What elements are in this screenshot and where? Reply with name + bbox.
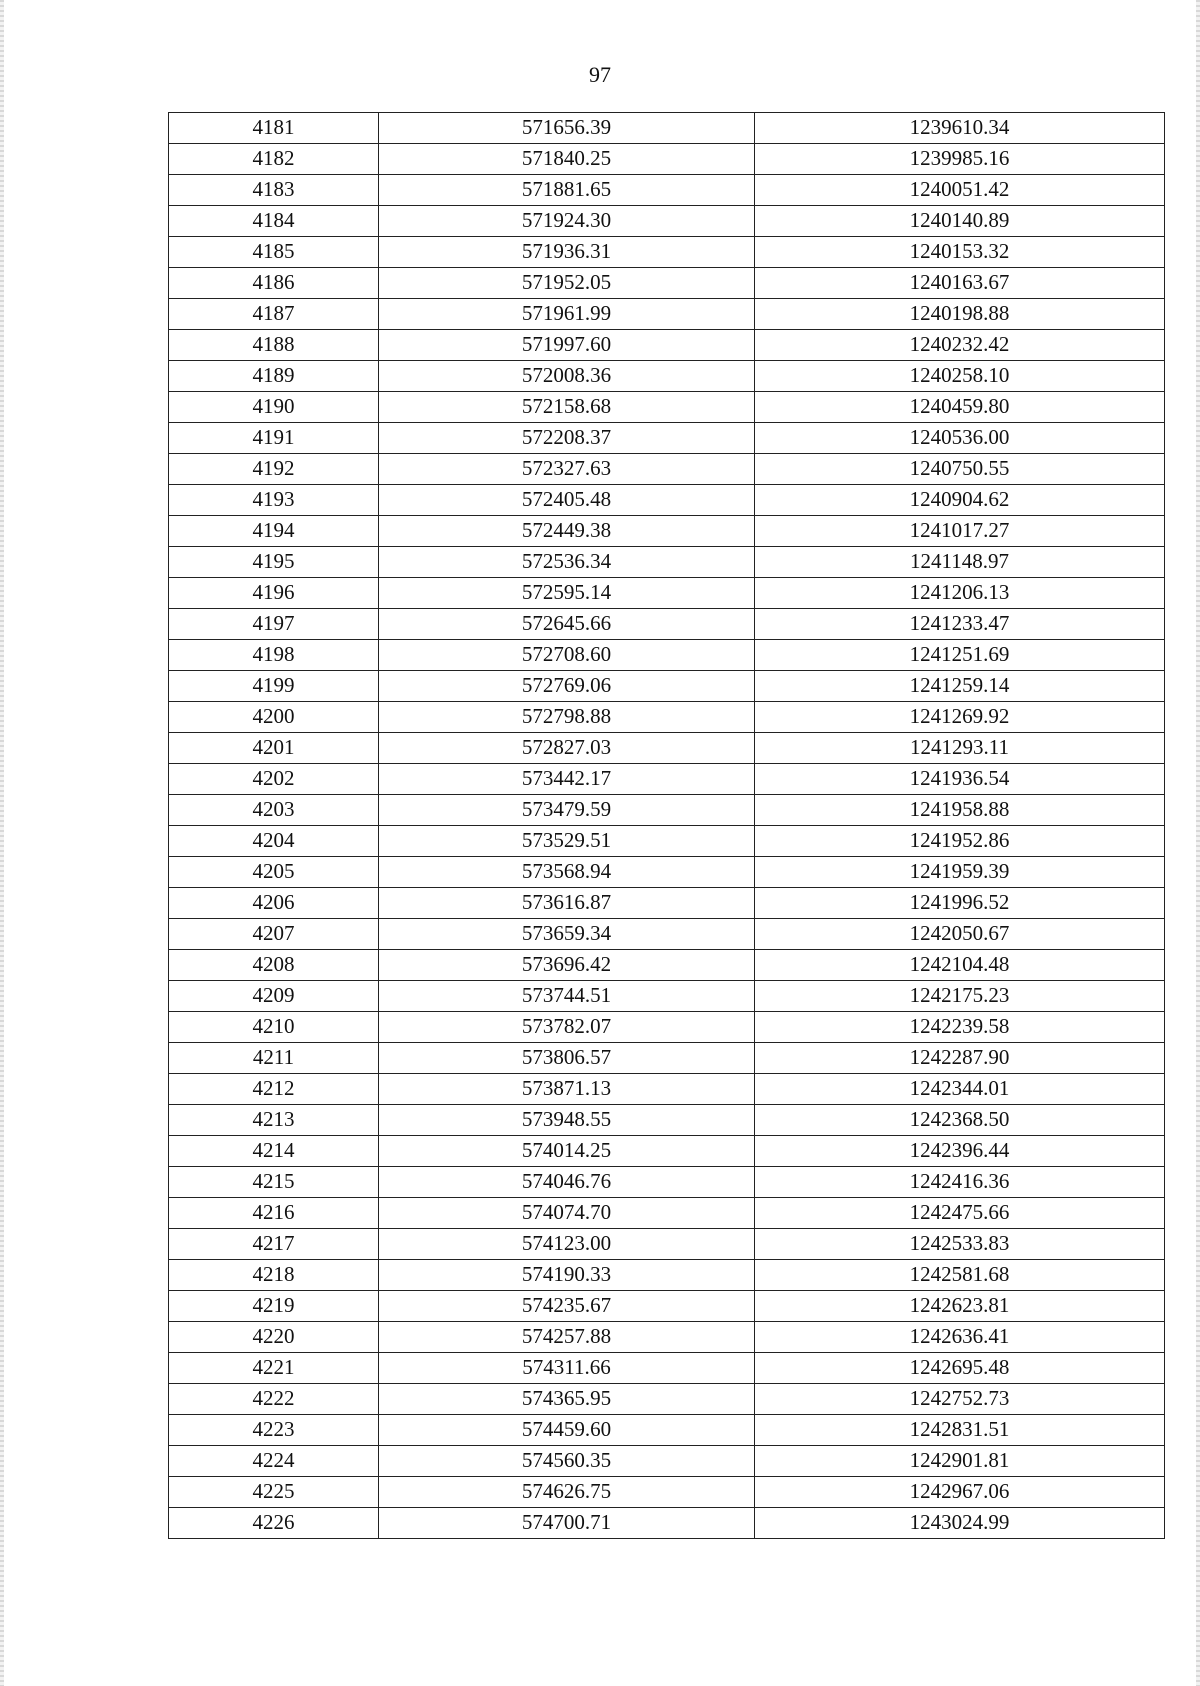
y-coordinate-cell: 1239985.16 (755, 144, 1165, 175)
table-row (169, 888, 1165, 919)
y-coordinate-cell: 1240536.00 (755, 423, 1165, 454)
table-row (169, 361, 1165, 392)
x-coordinate-cell: 573806.57 (379, 1043, 755, 1074)
y-coordinate-cell: 1241293.11 (755, 733, 1165, 764)
point-number-cell: 4222 (169, 1384, 379, 1415)
x-coordinate-cell: 572536.34 (379, 547, 755, 578)
y-coordinate-cell: 1242104.48 (755, 950, 1165, 981)
x-coordinate-cell: 573442.17 (379, 764, 755, 795)
page-number: 97 (589, 62, 611, 87)
x-coordinate-cell: 571936.31 (379, 237, 755, 268)
y-coordinate-cell: 1241017.27 (755, 516, 1165, 547)
y-coordinate-cell: 1242344.01 (755, 1074, 1165, 1105)
x-coordinate-cell: 574074.70 (379, 1198, 755, 1229)
x-coordinate-cell: 573659.34 (379, 919, 755, 950)
x-coordinate-cell: 573948.55 (379, 1105, 755, 1136)
y-coordinate-cell: 1240258.10 (755, 361, 1165, 392)
x-coordinate-cell: 574311.66 (379, 1353, 755, 1384)
y-coordinate-cell: 1240153.32 (755, 237, 1165, 268)
y-coordinate-cell: 1240198.88 (755, 299, 1165, 330)
table-row (169, 1043, 1165, 1074)
y-coordinate-cell: 1241958.88 (755, 795, 1165, 826)
y-coordinate-cell: 1241269.92 (755, 702, 1165, 733)
y-coordinate-cell: 1242695.48 (755, 1353, 1165, 1384)
y-coordinate-cell: 1240163.67 (755, 268, 1165, 299)
table-row (169, 1384, 1165, 1415)
table-row (169, 206, 1165, 237)
y-coordinate-cell: 1242368.50 (755, 1105, 1165, 1136)
x-coordinate-cell: 572645.66 (379, 609, 755, 640)
y-coordinate-cell: 1241148.97 (755, 547, 1165, 578)
x-coordinate-cell: 574257.88 (379, 1322, 755, 1353)
point-number-cell: 4226 (169, 1508, 379, 1539)
x-coordinate-cell: 572769.06 (379, 671, 755, 702)
x-coordinate-cell: 574560.35 (379, 1446, 755, 1477)
y-coordinate-cell: 1240750.55 (755, 454, 1165, 485)
point-number-cell: 4205 (169, 857, 379, 888)
x-coordinate-cell: 571997.60 (379, 330, 755, 361)
table-row (169, 1446, 1165, 1477)
coordinate-table-body (169, 113, 1165, 1539)
point-number-cell: 4186 (169, 268, 379, 299)
point-number-cell: 4189 (169, 361, 379, 392)
point-number-cell: 4201 (169, 733, 379, 764)
x-coordinate-cell: 573479.59 (379, 795, 755, 826)
y-coordinate-cell: 1242967.06 (755, 1477, 1165, 1508)
x-coordinate-cell: 572327.63 (379, 454, 755, 485)
x-coordinate-cell: 572008.36 (379, 361, 755, 392)
x-coordinate-cell: 571924.30 (379, 206, 755, 237)
table-row (169, 547, 1165, 578)
table-row (169, 1291, 1165, 1322)
table-row (169, 702, 1165, 733)
x-coordinate-cell: 572827.03 (379, 733, 755, 764)
x-coordinate-cell: 571656.39 (379, 113, 755, 144)
table-row (169, 1167, 1165, 1198)
x-coordinate-cell: 572158.68 (379, 392, 755, 423)
table-row (169, 1105, 1165, 1136)
table-row (169, 919, 1165, 950)
x-coordinate-cell: 573696.42 (379, 950, 755, 981)
table-row (169, 237, 1165, 268)
y-coordinate-cell: 1240140.89 (755, 206, 1165, 237)
y-coordinate-cell: 1239610.34 (755, 113, 1165, 144)
table-row (169, 640, 1165, 671)
y-coordinate-cell: 1241952.86 (755, 826, 1165, 857)
point-number-cell: 4210 (169, 1012, 379, 1043)
point-number-cell: 4221 (169, 1353, 379, 1384)
table-row (169, 1136, 1165, 1167)
page-edge-left (0, 0, 4, 1686)
point-number-cell: 4197 (169, 609, 379, 640)
x-coordinate-cell: 573782.07 (379, 1012, 755, 1043)
y-coordinate-cell: 1242752.73 (755, 1384, 1165, 1415)
x-coordinate-cell: 573616.87 (379, 888, 755, 919)
table-row (169, 764, 1165, 795)
table-row (169, 516, 1165, 547)
point-number-cell: 4200 (169, 702, 379, 733)
x-coordinate-cell: 573529.51 (379, 826, 755, 857)
table-row (169, 795, 1165, 826)
y-coordinate-cell: 1240459.80 (755, 392, 1165, 423)
table-row (169, 857, 1165, 888)
y-coordinate-cell: 1242831.51 (755, 1415, 1165, 1446)
table-row (169, 423, 1165, 454)
point-number-cell: 4215 (169, 1167, 379, 1198)
x-coordinate-cell: 574123.00 (379, 1229, 755, 1260)
x-coordinate-cell: 572708.60 (379, 640, 755, 671)
table-row (169, 609, 1165, 640)
point-number-cell: 4206 (169, 888, 379, 919)
point-number-cell: 4219 (169, 1291, 379, 1322)
point-number-cell: 4196 (169, 578, 379, 609)
x-coordinate-cell: 573744.51 (379, 981, 755, 1012)
table-row (169, 175, 1165, 206)
table-row (169, 144, 1165, 175)
table-row (169, 826, 1165, 857)
point-number-cell: 4217 (169, 1229, 379, 1260)
point-number-cell: 4191 (169, 423, 379, 454)
x-coordinate-cell: 574700.71 (379, 1508, 755, 1539)
y-coordinate-cell: 1242636.41 (755, 1322, 1165, 1353)
table-row (169, 950, 1165, 981)
point-number-cell: 4187 (169, 299, 379, 330)
y-coordinate-cell: 1242623.81 (755, 1291, 1165, 1322)
point-number-cell: 4192 (169, 454, 379, 485)
y-coordinate-cell: 1242475.66 (755, 1198, 1165, 1229)
x-coordinate-cell: 572208.37 (379, 423, 755, 454)
y-coordinate-cell: 1242581.68 (755, 1260, 1165, 1291)
y-coordinate-cell: 1240232.42 (755, 330, 1165, 361)
point-number-cell: 4220 (169, 1322, 379, 1353)
x-coordinate-cell: 573871.13 (379, 1074, 755, 1105)
table-row (169, 1229, 1165, 1260)
table-row (169, 1508, 1165, 1539)
y-coordinate-cell: 1241959.39 (755, 857, 1165, 888)
y-coordinate-cell: 1242175.23 (755, 981, 1165, 1012)
point-number-cell: 4184 (169, 206, 379, 237)
y-coordinate-cell: 1240904.62 (755, 485, 1165, 516)
x-coordinate-cell: 572449.38 (379, 516, 755, 547)
x-coordinate-cell: 571881.65 (379, 175, 755, 206)
point-number-cell: 4224 (169, 1446, 379, 1477)
table-row (169, 113, 1165, 144)
table-row (169, 1012, 1165, 1043)
point-number-cell: 4209 (169, 981, 379, 1012)
point-number-cell: 4223 (169, 1415, 379, 1446)
y-coordinate-cell: 1241259.14 (755, 671, 1165, 702)
table-row (169, 299, 1165, 330)
point-number-cell: 4213 (169, 1105, 379, 1136)
y-coordinate-cell: 1242901.81 (755, 1446, 1165, 1477)
y-coordinate-cell: 1241233.47 (755, 609, 1165, 640)
x-coordinate-cell: 572405.48 (379, 485, 755, 516)
x-coordinate-cell: 574190.33 (379, 1260, 755, 1291)
y-coordinate-cell: 1241206.13 (755, 578, 1165, 609)
point-number-cell: 4202 (169, 764, 379, 795)
page-edge-right (1196, 0, 1200, 1686)
point-number-cell: 4211 (169, 1043, 379, 1074)
y-coordinate-cell: 1242396.44 (755, 1136, 1165, 1167)
table-row (169, 981, 1165, 1012)
table-row (169, 330, 1165, 361)
point-number-cell: 4194 (169, 516, 379, 547)
table-row (169, 1353, 1165, 1384)
point-number-cell: 4182 (169, 144, 379, 175)
point-number-cell: 4190 (169, 392, 379, 423)
point-number-cell: 4181 (169, 113, 379, 144)
point-number-cell: 4225 (169, 1477, 379, 1508)
point-number-cell: 4216 (169, 1198, 379, 1229)
y-coordinate-cell: 1241936.54 (755, 764, 1165, 795)
table-row (169, 454, 1165, 485)
point-number-cell: 4203 (169, 795, 379, 826)
x-coordinate-cell: 571840.25 (379, 144, 755, 175)
table-row (169, 1415, 1165, 1446)
coordinate-table (168, 112, 1165, 1539)
table-row (169, 1198, 1165, 1229)
x-coordinate-cell: 574626.75 (379, 1477, 755, 1508)
table-row (169, 268, 1165, 299)
table-row (169, 578, 1165, 609)
x-coordinate-cell: 571952.05 (379, 268, 755, 299)
y-coordinate-cell: 1243024.99 (755, 1508, 1165, 1539)
point-number-cell: 4204 (169, 826, 379, 857)
point-number-cell: 4207 (169, 919, 379, 950)
table-row (169, 1477, 1165, 1508)
x-coordinate-cell: 573568.94 (379, 857, 755, 888)
table-row (169, 1260, 1165, 1291)
point-number-cell: 4198 (169, 640, 379, 671)
point-number-cell: 4193 (169, 485, 379, 516)
table-row (169, 1074, 1165, 1105)
x-coordinate-cell: 572798.88 (379, 702, 755, 733)
x-coordinate-cell: 572595.14 (379, 578, 755, 609)
y-coordinate-cell: 1242287.90 (755, 1043, 1165, 1074)
table-row (169, 671, 1165, 702)
x-coordinate-cell: 574365.95 (379, 1384, 755, 1415)
table-row (169, 1322, 1165, 1353)
y-coordinate-cell: 1240051.42 (755, 175, 1165, 206)
x-coordinate-cell: 574046.76 (379, 1167, 755, 1198)
y-coordinate-cell: 1241996.52 (755, 888, 1165, 919)
y-coordinate-cell: 1242416.36 (755, 1167, 1165, 1198)
table-row (169, 485, 1165, 516)
y-coordinate-cell: 1242050.67 (755, 919, 1165, 950)
y-coordinate-cell: 1242239.58 (755, 1012, 1165, 1043)
x-coordinate-cell: 571961.99 (379, 299, 755, 330)
point-number-cell: 4199 (169, 671, 379, 702)
y-coordinate-cell: 1242533.83 (755, 1229, 1165, 1260)
x-coordinate-cell: 574235.67 (379, 1291, 755, 1322)
table-row (169, 733, 1165, 764)
point-number-cell: 4214 (169, 1136, 379, 1167)
point-number-cell: 4208 (169, 950, 379, 981)
x-coordinate-cell: 574014.25 (379, 1136, 755, 1167)
point-number-cell: 4183 (169, 175, 379, 206)
point-number-cell: 4212 (169, 1074, 379, 1105)
x-coordinate-cell: 574459.60 (379, 1415, 755, 1446)
point-number-cell: 4185 (169, 237, 379, 268)
point-number-cell: 4188 (169, 330, 379, 361)
y-coordinate-cell: 1241251.69 (755, 640, 1165, 671)
point-number-cell: 4218 (169, 1260, 379, 1291)
table-row (169, 392, 1165, 423)
point-number-cell: 4195 (169, 547, 379, 578)
